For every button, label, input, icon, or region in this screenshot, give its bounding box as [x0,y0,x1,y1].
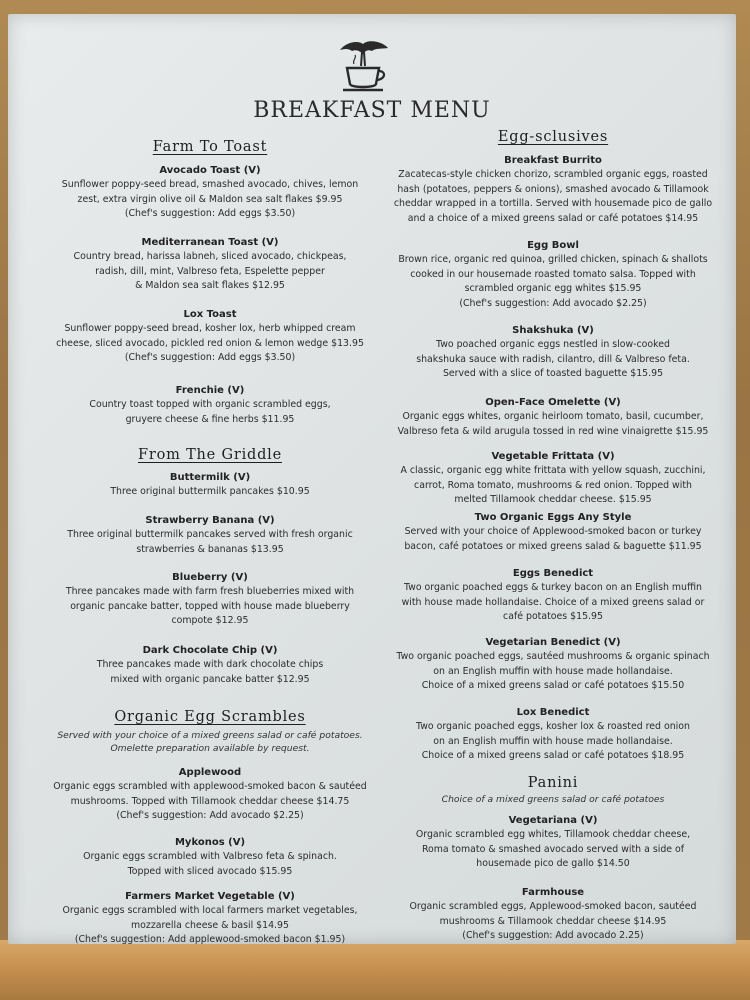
item-desc-line: shakshuka sauce with radish, cilantro, dill & Valbreso feta. [416,353,690,365]
item-desc-line: Country bread, harissa labneh, sliced avocado, chickpeas, [73,251,347,262]
item-name: Vegetarian Benedict (V) [485,637,621,648]
item-desc-line: Organic eggs scrambled with local farmers market vegetables, [62,905,358,916]
item-desc-line: Sunflower poppy-seed bread, kosher lox, herb whipped cream [64,323,356,334]
menu-item [50,384,370,427]
item-name: Two Organic Eggs Any Style [474,512,632,523]
item-desc-line: housemade pico de gallo $14.50 [476,858,630,869]
item-name: Buttermilk (V) [169,472,251,483]
menu-paper [8,14,736,944]
item-name: Blueberry (V) [172,572,248,583]
menu-item [383,324,723,382]
menu-item [383,450,723,508]
item-desc-line: organic pancake batter, topped with house made blueberry [70,600,350,612]
menu-item [50,644,370,687]
frame-bottom-rail [0,940,750,1000]
item-desc-line: Two organic poached eggs & turkey bacon on an English muffin [403,582,702,593]
item-desc-line: Organic eggs scrambled with applewood-smoked bacon & sautéed [53,781,367,792]
menu-item [50,164,370,222]
item-desc-line: Topped with sliced avocado $15.95 [127,865,293,877]
section-note: Choice of a mixed greens salad or café potatoes [441,794,665,805]
item-name: Avocado Toast (V) [159,165,261,176]
item-name: Applewood [178,767,242,778]
section-title: Egg-sclusives [497,129,609,145]
item-name: Mediterranean Toast (V) [141,237,279,248]
item-name: Shakshuka (V) [512,325,594,336]
menu-item [50,571,370,629]
item-desc-line: and a choice of a mixed greens salad or café potatoes $14.95 [407,212,699,224]
menu-item [383,154,723,226]
item-desc-line: on an English muffin with house made hollandaise. [433,665,673,677]
menu-item [383,396,723,439]
item-desc-line: Two poached organic eggs nestled in slow-cooked [436,339,670,350]
section-title: From The Griddle [137,447,282,463]
item-desc-line: scrambled organic egg whites $15.95 [464,283,642,294]
item-desc-line: Organic scrambled eggs, Applewood-smoked bacon, sautéed [409,901,697,912]
menu-title: BREAKFAST MENU [253,98,491,123]
item-desc-line: Organic eggs scrambled with Valbreso feta & spinach. [83,851,337,862]
item-desc-line: (Chef's suggestion: Add eggs $3.50) [124,208,296,219]
item-name: Open-Face Omelette (V) [485,397,621,408]
item-desc-line: Three pancakes made with dark chocolate chips [96,659,324,670]
section-title: Farm To Toast [152,139,268,155]
item-name: Strawberry Banana (V) [145,515,275,526]
item-name: Frenchie (V) [175,385,245,396]
item-name: Lox Benedict [516,707,590,718]
item-desc-line: strawberries & bananas $13.95 [136,543,284,555]
item-desc-line: Sunflower poppy-seed bread, smashed avocado, chives, lemon [61,179,359,190]
item-desc-line: Served with a slice of toasted baguette $15.95 [442,368,664,379]
section-organic-egg-scrambles [50,706,370,755]
item-desc-line: on an English muffin with house made hollandaise. [433,735,673,747]
item-desc-line: Valbreso feta & wild arugula tossed in red wine vinaigrette $15.95 [397,425,709,437]
menu-item [383,239,723,311]
item-desc-line: Three pancakes made with farm fresh blueberries mixed with [65,586,355,597]
item-name: Farmhouse [521,887,585,898]
item-desc-line: (Chef's suggestion: Add avocado $2.25) [116,810,304,821]
item-name: Dark Chocolate Chip (V) [142,645,278,656]
item-desc-line: (Chef's suggestion: Add avocado 2.25) [462,930,644,941]
item-desc-line: hash (potatoes, peppers & onions), smashed avocado & Tillamook [397,183,709,195]
menu-item [50,308,370,366]
item-desc-line: A classic, organic egg white frittata with yellow squash, zucchini, [400,465,706,476]
item-desc-line: & Maldon sea salt flakes $12.95 [135,280,285,291]
item-desc-line: cheese, sliced avocado, pickled red onion & lemon wedge $13.95 [56,337,364,349]
item-name: Lox Toast [183,309,237,320]
section-title: Organic Egg Scrambles [114,709,306,725]
item-desc-line: Zacatecas-style chicken chorizo, scrambled organic eggs, roasted [398,169,708,180]
item-desc-line: carrot, Roma tomato, mushrooms & red onion. Topped with [414,479,692,491]
item-desc-line: cooked in our housemade roasted tomato salsa. Topped with [410,268,696,280]
item-desc-line: Country toast topped with organic scrambled eggs, [89,399,331,410]
item-desc-line: Organic scrambled egg whites, Tillamook cheddar cheese, [415,829,691,840]
item-desc-line: Choice of a mixed greens salad or café potatoes $18.95 [421,750,685,761]
menu-item [50,514,370,557]
item-desc-line: Served with your choice of Applewood-smoked bacon or turkey [404,526,702,537]
item-name: Eggs Benedict [512,568,594,579]
section-note: Served with your choice of a mixed greens salad or café potatoes. [57,730,363,741]
menu-item [383,706,723,764]
menu-item [383,886,723,944]
item-desc-line: radish, dill, mint, Valbreso feta, Espelette pepper [95,265,325,277]
menu-item [383,511,723,554]
item-desc-line: café potatoes $15.95 [503,611,603,622]
item-name: Vegetable Frittata (V) [491,451,615,462]
menu-item [50,236,370,294]
section-title: Panini [527,775,579,791]
item-desc-line: mushrooms & Tillamook cheddar cheese $14.95 [439,915,667,927]
item-desc-line: Two organic poached eggs, sautéed mushrooms & organic spinach [396,651,710,662]
item-desc-line: cheddar wrapped in a tortilla. Served with housemade pico de gallo [393,198,713,209]
item-desc-line: Choice of a mixed greens salad or café potatoes $15.50 [421,680,685,691]
item-desc-line: mozzarella cheese & basil $14.95 [131,919,289,931]
item-name: Mykonos (V) [174,837,246,848]
item-desc-line: bacon, café potatoes or mixed greens salad & baguette $11.95 [404,540,702,552]
item-desc-line: Three original buttermilk pancakes served with fresh organic [67,529,353,540]
item-desc-line: with house made hollandaise. Choice of a mixed greens salad or [401,596,705,608]
menu-item [383,636,723,694]
item-desc-line: gruyere cheese & fine herbs $11.95 [125,413,295,425]
menu-item [50,766,370,824]
item-name: Egg Bowl [527,240,579,251]
item-desc-line: Brown rice, organic red quinoa, grilled chicken, spinach & shallots [398,254,708,265]
menu-item [383,814,723,872]
menu-item [383,567,723,625]
item-desc-line: mixed with organic pancake batter $12.95 [110,673,310,685]
section-note: Omelette preparation available by request. [110,743,310,754]
section-panini [383,772,723,806]
tree-coffee-cup-icon [332,36,394,96]
item-desc-line: mushrooms. Topped with Tillamook cheddar cheese $14.75 [70,795,350,807]
section-egg-sclusives [383,126,723,145]
menu-item [50,890,370,948]
menu-item [50,471,370,500]
item-desc-line: (Chef's suggestion: Add eggs $3.50) [124,352,296,363]
item-desc-line: Two organic poached eggs, kosher lox & roasted red onion [416,721,690,732]
section-from-the-griddle [50,444,370,463]
item-desc-line: compote $12.95 [171,615,249,626]
item-desc-line: Roma tomato & smashed avocado served with a side of [421,843,685,855]
item-desc-line: melted Tillamook cheddar cheese. $15.95 [454,494,652,505]
item-name: Vegetariana (V) [508,815,598,826]
item-desc-line: (Chef's suggestion: Add applewood-smoked bacon $1.95) [74,934,346,945]
item-name: Farmers Market Vegetable (V) [125,891,295,902]
item-desc-line: Organic eggs whites, organic heirloom tomato, basil, cucumber, [402,411,704,422]
item-desc-line: (Chef's suggestion: Add avocado $2.25) [459,297,647,309]
item-desc-line: zest, extra virgin olive oil & Maldon sea salt flakes $9.95 [77,193,343,205]
menu-item [50,836,370,879]
item-name: Breakfast Burrito [504,155,602,166]
section-farm-to-toast [50,136,370,155]
item-desc-line: Three original buttermilk pancakes $10.95 [110,486,310,497]
